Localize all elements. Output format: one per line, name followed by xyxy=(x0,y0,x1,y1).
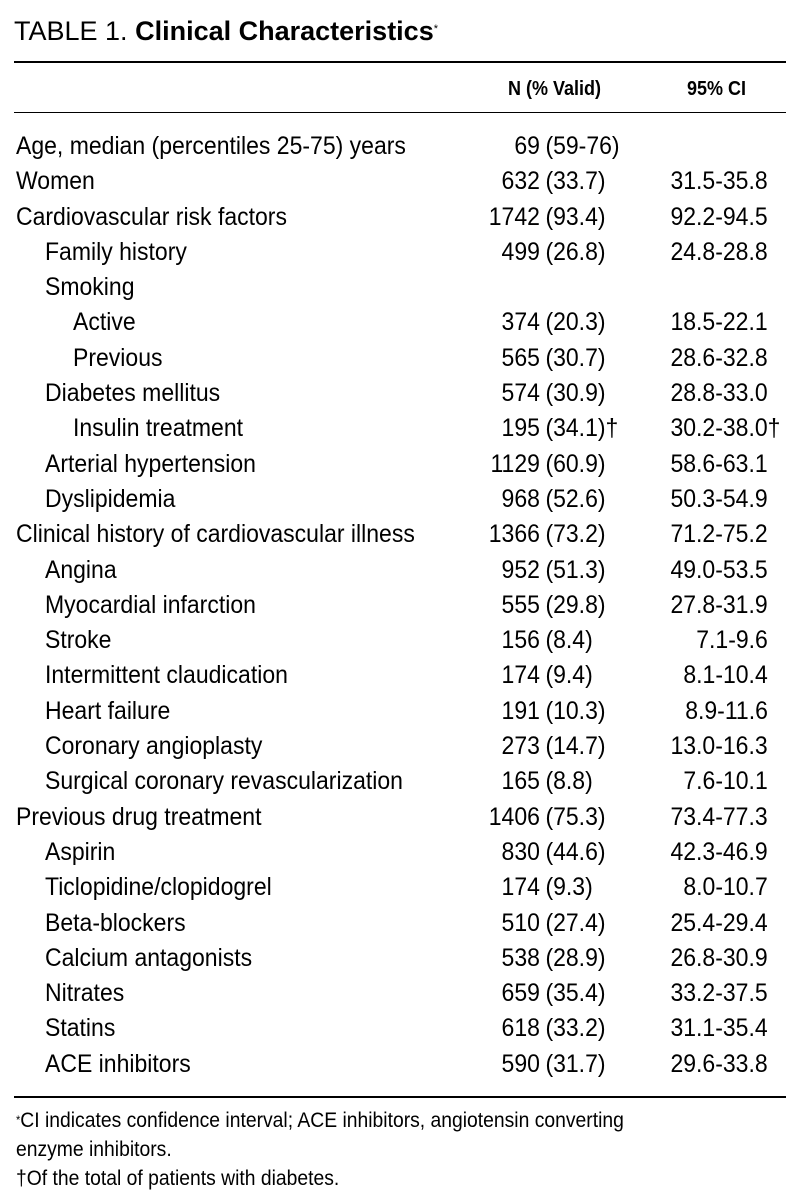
table-row xyxy=(0,341,795,376)
row-label: Calcium antagonists xyxy=(45,943,253,972)
row-ci-value: 7.6-10.1 xyxy=(683,767,768,796)
row-n-valid xyxy=(470,517,626,552)
row-n-valid xyxy=(470,341,626,376)
table-body xyxy=(0,129,795,1082)
row-count: 69 xyxy=(514,132,540,160)
row-percent: (44.6) xyxy=(545,837,606,866)
row-ci-value: 29.6-33.8 xyxy=(670,1049,768,1078)
table-row xyxy=(0,553,795,588)
table-row xyxy=(0,164,795,199)
row-ci xyxy=(671,447,768,482)
row-n-valid xyxy=(470,200,626,235)
row-ci-value: 92.2-94.5 xyxy=(670,202,768,231)
row-n-valid xyxy=(470,941,626,976)
row-ci xyxy=(671,941,768,976)
row-count: 191 xyxy=(501,696,540,725)
row-label: Surgical coronary revascularization xyxy=(45,767,403,796)
table-number: TABLE 1. xyxy=(14,16,128,46)
bottom-rule xyxy=(14,1096,786,1098)
row-n-valid xyxy=(470,376,626,411)
row-n-valid xyxy=(470,658,626,693)
row-label: Coronary angioplasty xyxy=(45,732,263,761)
row-ci-value: 7.1-9.6 xyxy=(696,626,768,655)
row-ci xyxy=(671,588,768,623)
row-ci xyxy=(671,517,768,552)
row-n-valid xyxy=(470,235,626,270)
row-n-valid xyxy=(470,976,626,1011)
row-percent: (73.2) xyxy=(545,520,606,549)
row-ci-value: 58.6-63.1 xyxy=(670,449,768,478)
row-label: Previous drug treatment xyxy=(16,802,262,831)
table-row xyxy=(0,482,795,517)
row-ci-value: 18.5-22.1 xyxy=(670,308,768,337)
footnote-line-2: enzyme inhibitors. xyxy=(16,1138,172,1161)
row-count: 374 xyxy=(501,308,540,337)
row-count: 555 xyxy=(501,590,540,619)
row-ci-value: 28.6-32.8 xyxy=(670,343,768,372)
column-header-ci: 95% CI xyxy=(687,78,747,100)
row-n-valid xyxy=(470,1011,626,1046)
row-n-valid xyxy=(470,906,626,941)
row-label: Clinical history of cardiovascular illness xyxy=(16,520,415,549)
row-percent: (28.9) xyxy=(545,943,606,972)
table-row xyxy=(0,411,795,446)
row-percent: (30.9) xyxy=(545,379,606,408)
row-percent: (31.7) xyxy=(545,1049,606,1078)
table-row xyxy=(0,835,795,870)
row-n-valid xyxy=(470,411,626,446)
row-label: Intermittent claudication xyxy=(45,661,288,690)
row-ci-value: 8.0-10.7 xyxy=(683,873,768,902)
row-n-valid xyxy=(470,447,626,482)
row-ci-value: 73.4-77.3 xyxy=(670,802,768,831)
row-label: Dyslipidemia xyxy=(45,484,176,513)
row-ci-value: 42.3-46.9 xyxy=(670,837,768,866)
row-count: 273 xyxy=(501,732,540,761)
table-row xyxy=(0,941,795,976)
row-ci xyxy=(671,235,768,270)
row-ci-value: 13.0-16.3 xyxy=(670,732,768,761)
row-n-valid xyxy=(470,305,626,340)
row-count: 156 xyxy=(501,626,540,655)
row-count: 1366 xyxy=(488,520,540,549)
table-row xyxy=(0,517,795,552)
table-row xyxy=(0,129,795,164)
row-ci xyxy=(671,1011,768,1046)
row-label: Nitrates xyxy=(45,979,125,1008)
table-row xyxy=(0,976,795,1011)
row-n-valid xyxy=(470,870,626,905)
row-label: Arterial hypertension xyxy=(45,449,256,478)
table-row xyxy=(0,305,795,340)
row-label: Myocardial infarction xyxy=(45,590,256,619)
table-row xyxy=(0,906,795,941)
row-percent: (14.7) xyxy=(545,732,606,761)
row-n-valid xyxy=(470,694,626,729)
row-n-valid xyxy=(470,623,626,658)
row-percent: (30.7) xyxy=(545,343,606,372)
table-caption: Clinical Characteristics xyxy=(135,16,434,46)
row-ci-value: 24.8-28.8 xyxy=(670,237,768,266)
table-row xyxy=(0,623,795,658)
row-count: 165 xyxy=(501,767,540,796)
row-count: 659 xyxy=(501,979,540,1008)
row-label: Stroke xyxy=(45,626,112,655)
row-percent: (33.2) xyxy=(545,1014,606,1043)
row-ci-value: 31.1-35.4 xyxy=(670,1014,768,1043)
row-label: Heart failure xyxy=(45,696,171,725)
row-label: Diabetes mellitus xyxy=(45,379,221,408)
row-ci-value: 33.2-37.5 xyxy=(670,979,768,1008)
row-ci-value: 30.2-38.0 xyxy=(670,414,768,443)
row-count: 952 xyxy=(501,555,540,584)
row-ci xyxy=(671,835,768,870)
row-ci xyxy=(685,694,768,729)
column-header-n: N (% Valid) xyxy=(508,78,602,100)
row-count: 968 xyxy=(501,484,540,513)
row-label: Family history xyxy=(45,237,187,266)
row-ci xyxy=(671,341,768,376)
row-label: Age, median (percentiles 25-75) years xyxy=(16,132,406,160)
title-footnote-mark: * xyxy=(433,23,438,35)
row-percent: (93.4) xyxy=(545,202,606,231)
row-percent: (10.3) xyxy=(545,696,606,725)
row-count: 574 xyxy=(501,379,540,408)
row-percent: (75.3) xyxy=(545,802,606,831)
row-percent: (8.8) xyxy=(545,767,593,796)
row-label: Insulin treatment xyxy=(73,414,244,443)
row-ci-value: 8.9-11.6 xyxy=(685,696,768,725)
row-n-valid xyxy=(470,1047,626,1082)
table-row xyxy=(0,1011,795,1046)
row-ci xyxy=(671,482,768,517)
row-ci xyxy=(684,658,768,693)
row-label: Previous xyxy=(73,343,163,372)
row-percent: (33.7) xyxy=(545,167,606,196)
row-count: 1742 xyxy=(488,202,540,231)
row-count: 590 xyxy=(501,1049,540,1078)
row-label: Women xyxy=(16,167,95,196)
table-row xyxy=(0,1047,795,1082)
row-count: 174 xyxy=(501,661,540,690)
table-row xyxy=(0,235,795,270)
row-count: 618 xyxy=(501,1014,540,1043)
table-row xyxy=(0,694,795,729)
row-count: 830 xyxy=(501,837,540,866)
row-count: 565 xyxy=(501,343,540,372)
row-percent: (51.3) xyxy=(545,555,606,584)
row-label: Angina xyxy=(45,555,117,584)
row-ci xyxy=(671,376,768,411)
footnote-abbreviations xyxy=(16,1107,624,1134)
row-ci xyxy=(671,200,768,235)
row-percent: (20.3) xyxy=(545,308,606,337)
row-percent: (9.4) xyxy=(545,661,593,690)
row-percent: (9.3) xyxy=(545,873,593,902)
table-row xyxy=(0,588,795,623)
row-percent: (29.8) xyxy=(545,590,606,619)
row-label: Statins xyxy=(45,1014,116,1043)
row-count: 1406 xyxy=(488,802,540,831)
table-row xyxy=(0,200,795,235)
row-ci xyxy=(696,623,768,658)
row-label: Ticlopidine/clopidogrel xyxy=(45,873,272,902)
row-count: 174 xyxy=(501,873,540,902)
row-label: Active xyxy=(73,308,136,337)
row-count: 538 xyxy=(501,943,540,972)
row-ci-value: 50.3-54.9 xyxy=(670,484,768,513)
table-row xyxy=(0,658,795,693)
row-percent: (35.4) xyxy=(545,979,606,1008)
row-ci-value: 31.5-35.8 xyxy=(670,167,768,196)
row-ci xyxy=(671,1047,768,1082)
table-row xyxy=(0,870,795,905)
row-label: Cardiovascular risk factors xyxy=(16,202,287,231)
row-count: 632 xyxy=(501,167,540,196)
table-row xyxy=(0,729,795,764)
row-ci xyxy=(684,870,768,905)
row-ci xyxy=(670,411,781,446)
footnote-line-1: CI indicates confidence interval; ACE inhibitors, angiotensin converting xyxy=(20,1109,624,1132)
footnote-diabetes: †Of the total of patients with diabetes. xyxy=(16,1167,340,1190)
table-row xyxy=(0,447,795,482)
row-ci-value: 27.8-31.9 xyxy=(670,590,768,619)
row-n-valid xyxy=(470,588,626,623)
row-percent: (59-76) xyxy=(545,132,620,160)
row-n-valid xyxy=(470,764,626,799)
row-n-valid xyxy=(470,129,626,164)
row-count: 499 xyxy=(501,237,540,266)
table-title xyxy=(14,14,438,48)
row-label: Beta-blockers xyxy=(45,908,186,937)
row-ci-value: 71.2-75.2 xyxy=(670,520,768,549)
row-percent: (26.8) xyxy=(545,237,606,266)
header-rule xyxy=(14,112,786,113)
row-ci-value: 8.1-10.4 xyxy=(683,661,768,690)
row-ci xyxy=(671,553,768,588)
row-ci-footnote-mark: † xyxy=(768,414,781,443)
row-count: 195 xyxy=(501,414,540,443)
row-count: 510 xyxy=(501,908,540,937)
row-ci-value: 28.8-33.0 xyxy=(670,379,768,408)
table-row xyxy=(0,376,795,411)
table-row xyxy=(0,764,795,799)
row-label: Smoking xyxy=(45,273,135,302)
table-row xyxy=(0,270,795,305)
row-percent: (27.4) xyxy=(545,908,606,937)
row-ci-value: 25.4-29.4 xyxy=(670,908,768,937)
row-n-valid xyxy=(470,164,626,199)
row-label: ACE inhibitors xyxy=(45,1049,191,1078)
row-percent: (60.9) xyxy=(545,449,606,478)
top-rule xyxy=(14,61,786,63)
row-n-valid xyxy=(470,729,626,764)
row-label: Aspirin xyxy=(45,837,116,866)
row-ci xyxy=(684,764,768,799)
table-row xyxy=(0,800,795,835)
row-ci xyxy=(671,976,768,1011)
row-ci xyxy=(671,305,768,340)
row-n-valid xyxy=(470,800,626,835)
row-ci-value: 26.8-30.9 xyxy=(670,943,768,972)
row-count: 1129 xyxy=(490,449,540,478)
row-n-valid xyxy=(470,270,626,305)
row-percent: (8.4) xyxy=(545,626,593,655)
row-ci-value: 49.0-53.5 xyxy=(670,555,768,584)
row-n-valid xyxy=(470,482,626,517)
row-ci xyxy=(671,729,768,764)
row-percent: (34.1)† xyxy=(545,414,619,443)
row-ci xyxy=(671,164,768,199)
row-percent: (52.6) xyxy=(545,484,606,513)
row-n-valid xyxy=(470,553,626,588)
row-n-valid xyxy=(470,835,626,870)
row-ci xyxy=(671,800,768,835)
row-ci xyxy=(671,906,768,941)
footnote-mark: * xyxy=(16,1113,21,1127)
